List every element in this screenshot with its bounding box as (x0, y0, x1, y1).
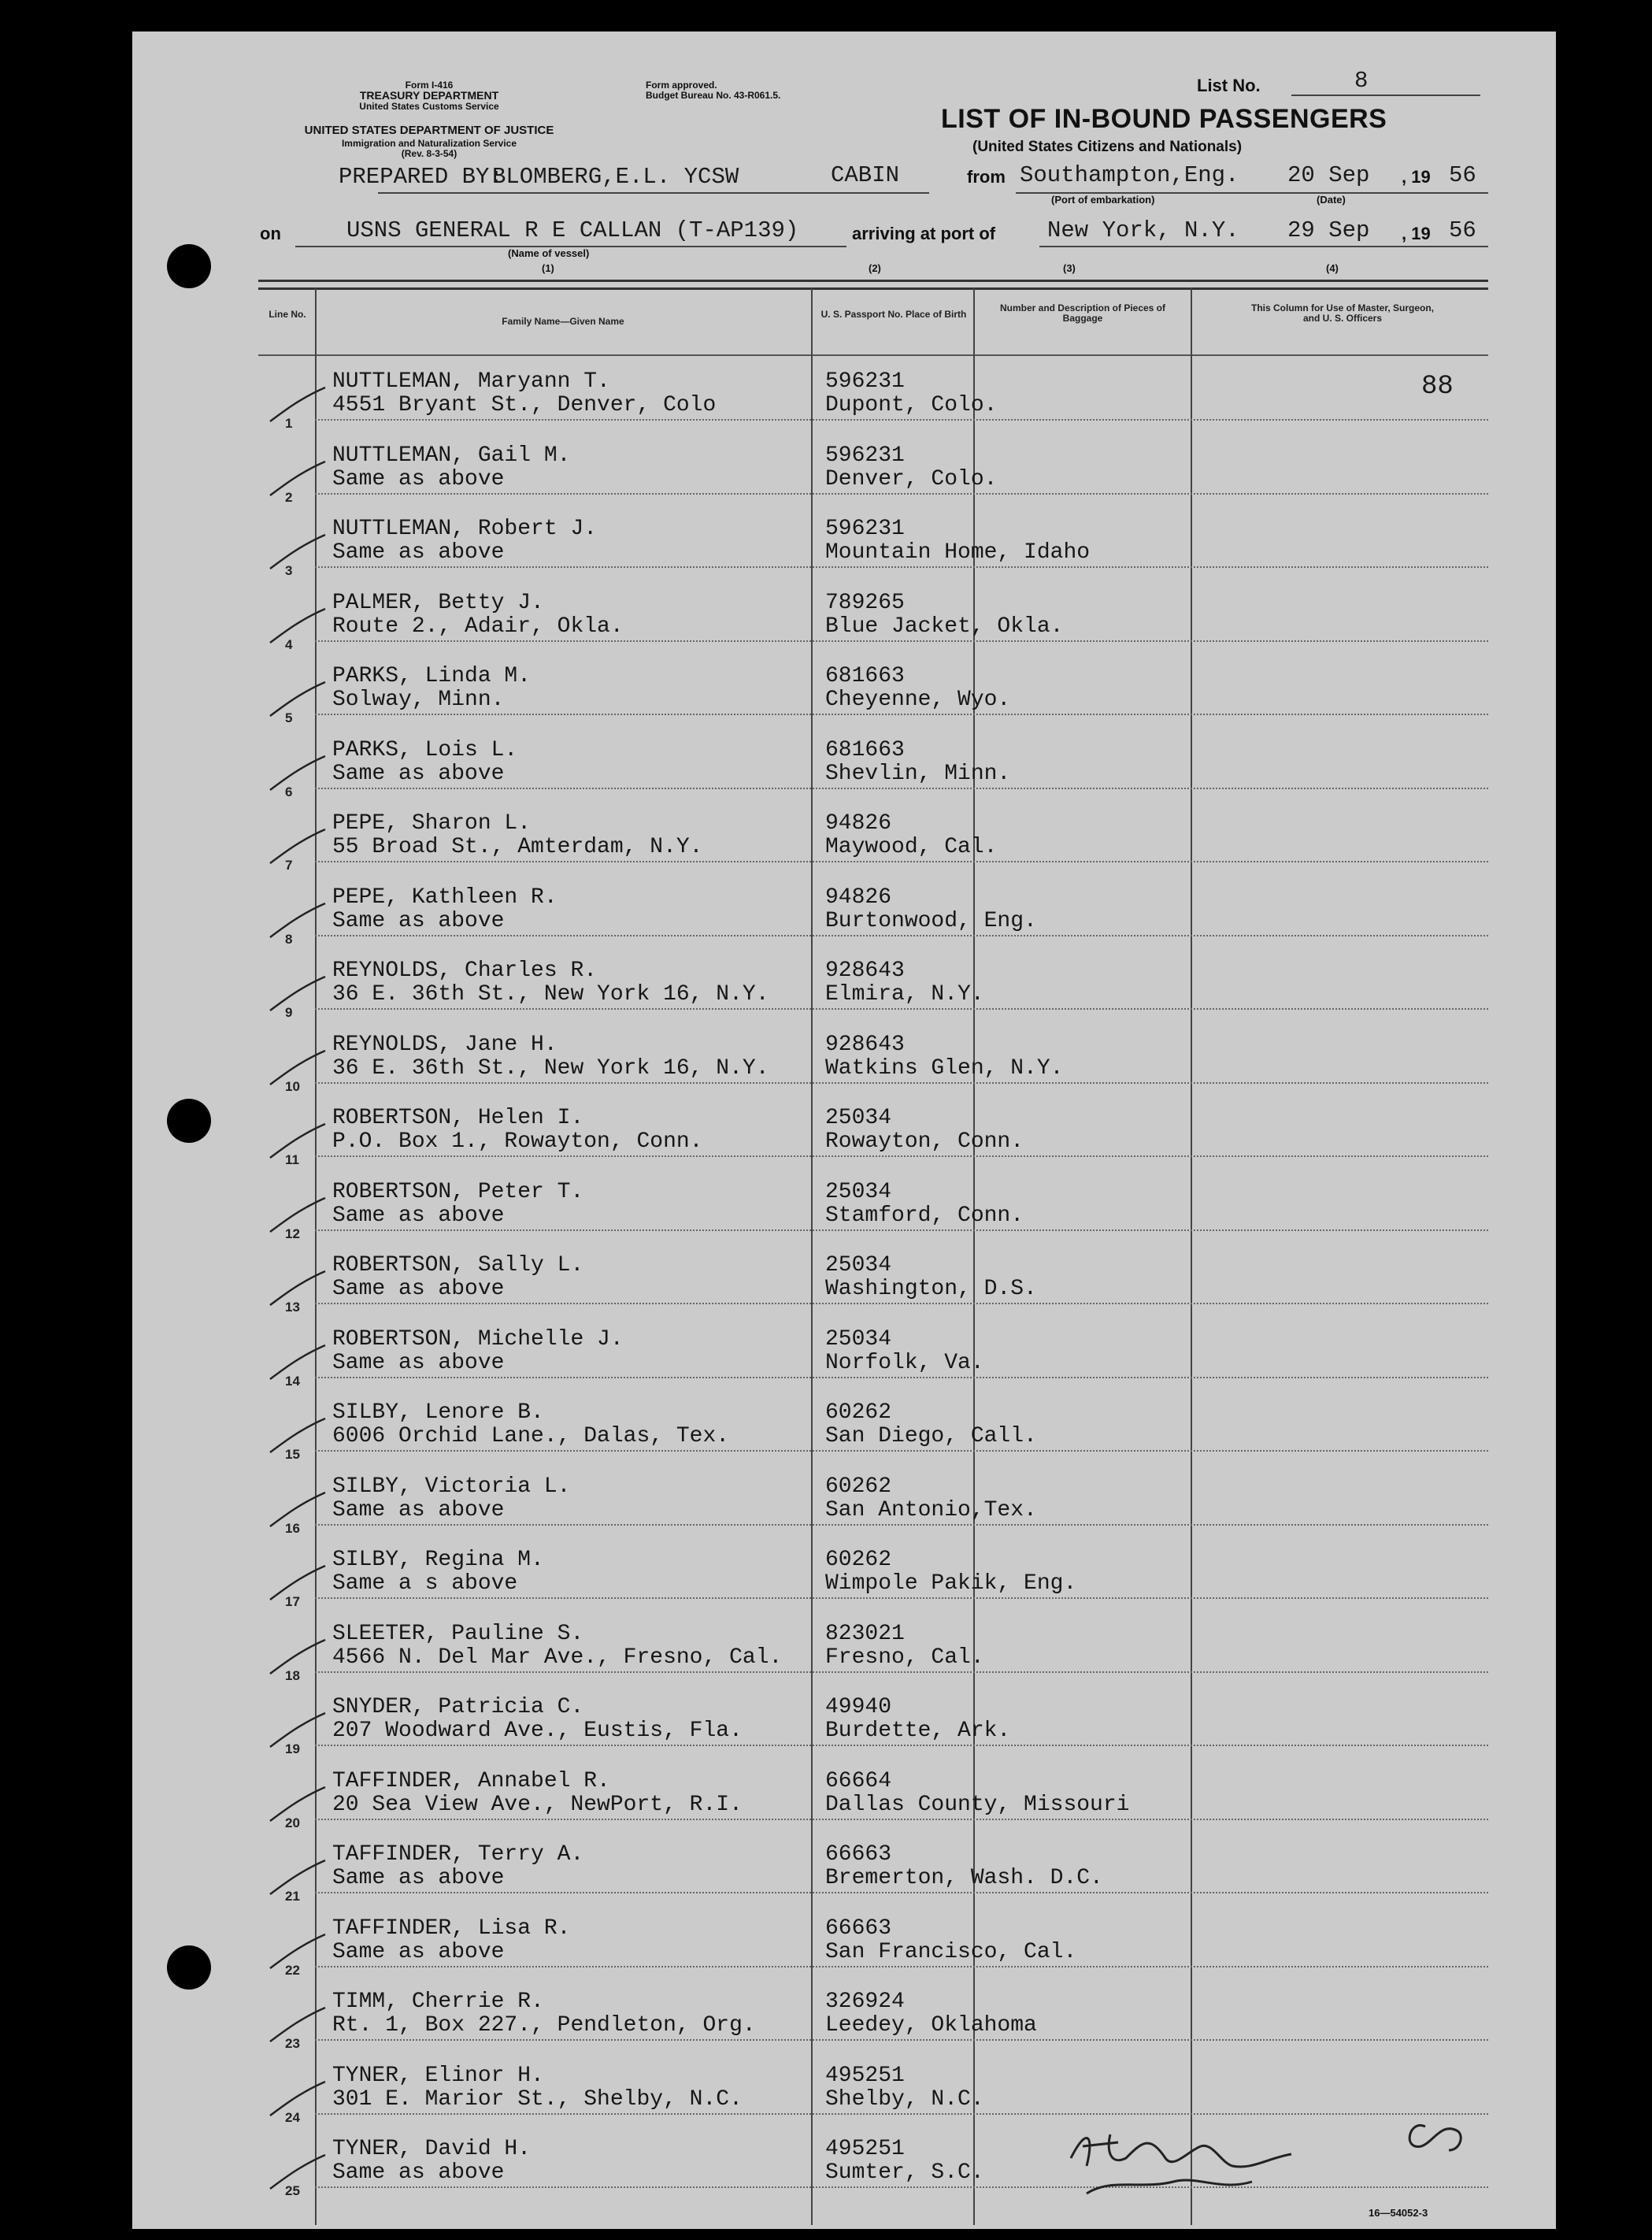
passenger-address: Same as above (332, 1498, 505, 1522)
line-number: 2 (285, 490, 293, 505)
line-number: 14 (285, 1374, 300, 1389)
passenger-name: PARKS, Lois L. (332, 738, 518, 762)
place-of-birth: Washington, D.S. (825, 1277, 1037, 1301)
check-mark-icon (266, 894, 329, 941)
row-divider (315, 1450, 1488, 1452)
punch-hole (167, 1945, 211, 1990)
passenger-address: 36 E. 36th St., New York 16, N.Y. (332, 1056, 769, 1081)
date-note: (Date) (1317, 194, 1346, 206)
line-number: 1 (285, 416, 293, 431)
check-mark-icon (266, 452, 329, 499)
passport-number: 94826 (825, 885, 892, 910)
row-divider (315, 1819, 1488, 1820)
place-of-birth: Blue Jacket, Okla. (825, 614, 1064, 639)
passport-number: 928643 (825, 959, 905, 983)
form-approved: Form approved. (646, 80, 717, 91)
place-of-birth: Norfolk, Va. (825, 1351, 984, 1375)
port-note: (Port of embarkation) (1051, 194, 1155, 206)
passport-number: 66663 (825, 1916, 892, 1941)
place-of-birth: Burtonwood, Eng. (825, 909, 1037, 933)
place-of-birth: Leedey, Oklahoma (825, 2013, 1037, 2038)
prepared-by-label: PREPARED BY: (339, 164, 503, 190)
check-mark-icon (266, 378, 329, 425)
passenger-name: PALMER, Betty J. (332, 591, 544, 615)
passenger-address: 6006 Orchid Lane., Dalas, Tex. (332, 1424, 730, 1448)
passenger-name: PEPE, Kathleen R. (332, 885, 557, 910)
passport-number: 495251 (825, 2064, 905, 2088)
check-mark-icon (266, 673, 329, 720)
passport-number: 681663 (825, 738, 905, 762)
line-number: 17 (285, 1594, 300, 1609)
check-mark-icon (266, 1778, 329, 1825)
passenger-name: ROBERTSON, Sally L. (332, 1253, 584, 1278)
passport-number: 25034 (825, 1106, 892, 1130)
passenger-address: 36 E. 36th St., New York 16, N.Y. (332, 982, 769, 1007)
treasury-label: TREASURY DEPARTMENT (359, 89, 499, 102)
line-number: 5 (285, 710, 293, 725)
passport-number: 94826 (825, 811, 892, 836)
check-mark-icon (266, 1630, 329, 1678)
passenger-address: 55 Broad St., Amterdam, N.Y. (332, 835, 703, 859)
passenger-address: Same as above (332, 1940, 505, 1964)
justice-label: UNITED STATES DEPARTMENT OF JUSTICE (304, 124, 554, 137)
passport-number: 596231 (825, 517, 905, 541)
place-of-birth: Watkins Glen, N.Y. (825, 1056, 1064, 1081)
passenger-name: TAFFINDER, Lisa R. (332, 1916, 571, 1941)
place-of-birth: Fresno, Cal. (825, 1645, 984, 1670)
place-of-birth: Maywood, Cal. (825, 835, 998, 859)
column-header-officer-use: This Column for Use of Master, Surgeon, and U. S. Officers (1250, 302, 1435, 324)
passenger-address: Same as above (332, 1866, 505, 1890)
column-number: (3) (1063, 262, 1076, 274)
row-divider (315, 419, 1488, 421)
place-of-birth: Sumter, S.C. (825, 2160, 984, 2185)
passenger-name: REYNOLDS, Charles R. (332, 959, 598, 983)
check-mark-icon (266, 525, 329, 573)
line-number: 3 (285, 563, 293, 578)
column-header-name: Family Name—Given Name (502, 316, 624, 327)
passport-number: 25034 (825, 1180, 892, 1204)
form-number: Form I-416 (405, 80, 454, 91)
passenger-name: ROBERTSON, Peter T. (332, 1180, 584, 1204)
passenger-address: Same as above (332, 1203, 505, 1228)
line-number: 10 (285, 1079, 300, 1094)
place-of-birth: San Antonio,Tex. (825, 1498, 1037, 1522)
place-of-birth: San Diego, Call. (825, 1424, 1037, 1448)
passenger-name: ROBERTSON, Michelle J. (332, 1327, 624, 1352)
passport-number: 495251 (825, 2137, 905, 2161)
prepared-by: BLOMBERG,E.L. YCSW (492, 164, 739, 190)
row-divider (315, 1303, 1488, 1304)
column-number: (1) (542, 262, 554, 274)
passenger-address: 301 E. Marior St., Shelby, N.C. (332, 2087, 743, 2112)
passenger-address: 20 Sea View Ave., NewPort, R.I. (332, 1793, 743, 1817)
passport-number: 596231 (825, 443, 905, 468)
column-header-line-no: Line No. (269, 309, 306, 320)
row-divider (315, 1008, 1488, 1010)
passenger-name: TAFFINDER, Terry A. (332, 1842, 584, 1867)
row-divider (315, 1597, 1488, 1599)
row-divider (315, 493, 1488, 495)
passenger-address: Route 2., Adair, Okla. (332, 614, 624, 639)
passenger-name: NUTTLEMAN, Maryann T. (332, 369, 610, 394)
passenger-address: Same a s above (332, 1571, 518, 1596)
check-mark-icon (266, 1998, 329, 2045)
place-of-birth: Burdette, Ark. (825, 1719, 1011, 1743)
revision-label: (Rev. 8-3-54) (401, 148, 457, 159)
passport-number: 66663 (825, 1842, 892, 1867)
line-number: 8 (285, 932, 293, 947)
check-mark-icon (266, 1336, 329, 1383)
passenger-name: TAFFINDER, Annabel R. (332, 1769, 610, 1793)
line-number: 22 (285, 1963, 300, 1978)
place-of-birth: Stamford, Conn. (825, 1203, 1024, 1228)
passenger-name: SILBY, Lenore B. (332, 1400, 544, 1425)
check-mark-icon (266, 2145, 329, 2193)
customs-label: United States Customs Service (359, 101, 499, 112)
place-of-birth: Dupont, Colo. (825, 393, 998, 417)
passenger-address: Same as above (332, 762, 505, 786)
place-of-birth: Wimpole Pakik, Eng. (825, 1571, 1077, 1596)
on-label: on (260, 224, 281, 243)
check-mark-icon (266, 599, 329, 647)
place-of-birth: Elmira, N.Y. (825, 982, 984, 1007)
passenger-name: TIMM, Cherrie R. (332, 1990, 544, 2014)
passport-number: 60262 (825, 1400, 892, 1425)
document-title: LIST OF IN-BOUND PASSENGERS (941, 104, 1387, 134)
passenger-name: TYNER, David H. (332, 2137, 532, 2161)
passport-number: 823021 (825, 1622, 905, 1646)
arrival-port: New York, N.Y. (1047, 217, 1239, 243)
row-divider (315, 1229, 1488, 1231)
check-mark-icon (266, 1189, 329, 1236)
line-number: 19 (285, 1741, 300, 1756)
embarkation-port: Southampton,Eng. (1020, 162, 1239, 188)
passenger-address: Same as above (332, 1277, 505, 1301)
from-label: from (967, 167, 1006, 187)
row-divider (315, 1377, 1488, 1378)
punch-hole (167, 1099, 211, 1143)
passport-number: 789265 (825, 591, 905, 615)
check-mark-icon (266, 1925, 329, 1972)
handwritten-signature (1063, 2103, 1472, 2205)
line-number: 24 (285, 2110, 300, 2125)
embarkation-date: 20 Sep (1287, 162, 1370, 188)
row-divider (315, 640, 1488, 642)
row-divider (315, 1671, 1488, 1673)
passport-number: 60262 (825, 1548, 892, 1572)
row-divider (315, 2039, 1488, 2041)
passenger-address: P.O. Box 1., Rowayton, Conn. (332, 1129, 703, 1154)
arrival-date: 29 Sep (1287, 217, 1370, 243)
column-header-baggage: Number and Description of Pieces of Baggage (999, 302, 1166, 324)
passenger-address: Same as above (332, 909, 505, 933)
passport-number: 928643 (825, 1033, 905, 1057)
passenger-name: PARKS, Linda M. (332, 664, 532, 688)
place-of-birth: Bremerton, Wash. D.C. (825, 1866, 1103, 1890)
check-mark-icon (266, 1483, 329, 1530)
row-divider (315, 935, 1488, 936)
line-number: 18 (285, 1668, 300, 1683)
place-of-birth: Shevlin, Minn. (825, 762, 1011, 786)
passenger-address: Rt. 1, Box 227., Pendleton, Org. (332, 2013, 756, 2038)
year-prefix: , 19 (1402, 224, 1431, 243)
row-divider (315, 1966, 1488, 1967)
row-divider (315, 1155, 1488, 1157)
arrival-year: 56 (1449, 217, 1476, 243)
check-mark-icon (266, 1114, 329, 1162)
place-of-birth: Mountain Home, Idaho (825, 540, 1091, 565)
line-number: 15 (285, 1447, 300, 1462)
passport-number: 25034 (825, 1253, 892, 1278)
column-number: (4) (1326, 262, 1339, 274)
line-number: 12 (285, 1226, 300, 1241)
passenger-name: REYNOLDS, Jane H. (332, 1033, 557, 1057)
row-divider (315, 1745, 1488, 1746)
travel-class: CABIN (831, 162, 900, 188)
passenger-address: Same as above (332, 540, 505, 565)
passport-number: 49940 (825, 1695, 892, 1719)
check-mark-icon (266, 820, 329, 867)
line-number: 23 (285, 2036, 300, 2051)
year-prefix: , 19 (1402, 167, 1431, 187)
check-mark-icon (266, 1262, 329, 1309)
place-of-birth: Rowayton, Conn. (825, 1129, 1024, 1154)
passenger-name: ROBERTSON, Helen I. (332, 1106, 584, 1130)
passenger-address: 4566 N. Del Mar Ave., Fresno, Cal. (332, 1645, 783, 1670)
line-number: 11 (285, 1152, 299, 1167)
row-divider (315, 788, 1488, 789)
passenger-name: NUTTLEMAN, Robert J. (332, 517, 598, 541)
list-number: 8 (1354, 68, 1369, 94)
place-of-birth: Cheyenne, Wyo. (825, 688, 1011, 712)
place-of-birth: Shelby, N.C. (825, 2087, 984, 2112)
line-number: 20 (285, 1815, 300, 1830)
check-mark-icon (266, 1556, 329, 1604)
place-of-birth: Dallas County, Missouri (825, 1793, 1130, 1817)
check-mark-icon (266, 1704, 329, 1751)
row-divider (315, 566, 1488, 568)
passenger-address: Same as above (332, 1351, 505, 1375)
check-mark-icon (266, 1041, 329, 1088)
row-divider (315, 714, 1488, 715)
column-header-passport: U. S. Passport No. Place of Birth (820, 309, 967, 320)
place-of-birth: San Francisco, Cal. (825, 1940, 1077, 1964)
check-mark-icon (266, 1409, 329, 1456)
passenger-address: Same as above (332, 467, 505, 491)
passport-number: 66664 (825, 1769, 892, 1793)
row-divider (315, 1524, 1488, 1526)
row-divider (315, 1082, 1488, 1084)
passport-number: 681663 (825, 664, 905, 688)
officer-mark: 88 (1421, 372, 1454, 402)
passenger-address: 207 Woodward Ave., Eustis, Fla. (332, 1719, 743, 1743)
place-of-birth: Denver, Colo. (825, 467, 998, 491)
line-number: 16 (285, 1521, 300, 1536)
vessel-note: (Name of vessel) (508, 247, 590, 259)
arriving-label: arriving at port of (852, 224, 996, 243)
passenger-address: Same as above (332, 2160, 505, 2185)
line-number: 6 (285, 784, 293, 799)
check-mark-icon (266, 967, 329, 1014)
ins-label: Immigration and Naturalization Service (341, 138, 517, 149)
passenger-address: 4551 Bryant St., Denver, Colo (332, 393, 717, 417)
line-number: 9 (285, 1005, 293, 1020)
line-number: 21 (285, 1889, 300, 1904)
punch-hole (167, 244, 211, 288)
line-number: 7 (285, 858, 293, 873)
passport-number: 326924 (825, 1990, 905, 2014)
passenger-name: TYNER, Elinor H. (332, 2064, 544, 2088)
row-divider (315, 861, 1488, 862)
passenger-name: NUTTLEMAN, Gail M. (332, 443, 571, 468)
passenger-name: SILBY, Regina M. (332, 1548, 544, 1572)
check-mark-icon (266, 2072, 329, 2119)
line-number: 25 (285, 2183, 300, 2198)
budget-number: Budget Bureau No. 43-R061.5. (646, 90, 781, 101)
list-number-label: List No. (1197, 76, 1261, 95)
passenger-name: PEPE, Sharon L. (332, 811, 532, 836)
line-number: 13 (285, 1300, 300, 1315)
passport-number: 60262 (825, 1474, 892, 1499)
passenger-address: Solway, Minn. (332, 688, 505, 712)
embarkation-year: 56 (1449, 162, 1476, 188)
document-subtitle: (United States Citizens and Nationals) (972, 139, 1243, 155)
footer-code: 16—54052-3 (1369, 2207, 1428, 2219)
column-number: (2) (869, 262, 881, 274)
row-divider (315, 1892, 1488, 1893)
passenger-name: SNYDER, Patricia C. (332, 1695, 584, 1719)
passport-number: 25034 (825, 1327, 892, 1352)
passport-number: 596231 (825, 369, 905, 394)
vessel-name: USNS GENERAL R E CALLAN (T-AP139) (346, 217, 799, 243)
passenger-name: SILBY, Victoria L. (332, 1474, 571, 1499)
line-number: 4 (285, 637, 293, 652)
check-mark-icon (266, 747, 329, 794)
check-mark-icon (266, 1851, 329, 1898)
passenger-name: SLEETER, Pauline S. (332, 1622, 584, 1646)
